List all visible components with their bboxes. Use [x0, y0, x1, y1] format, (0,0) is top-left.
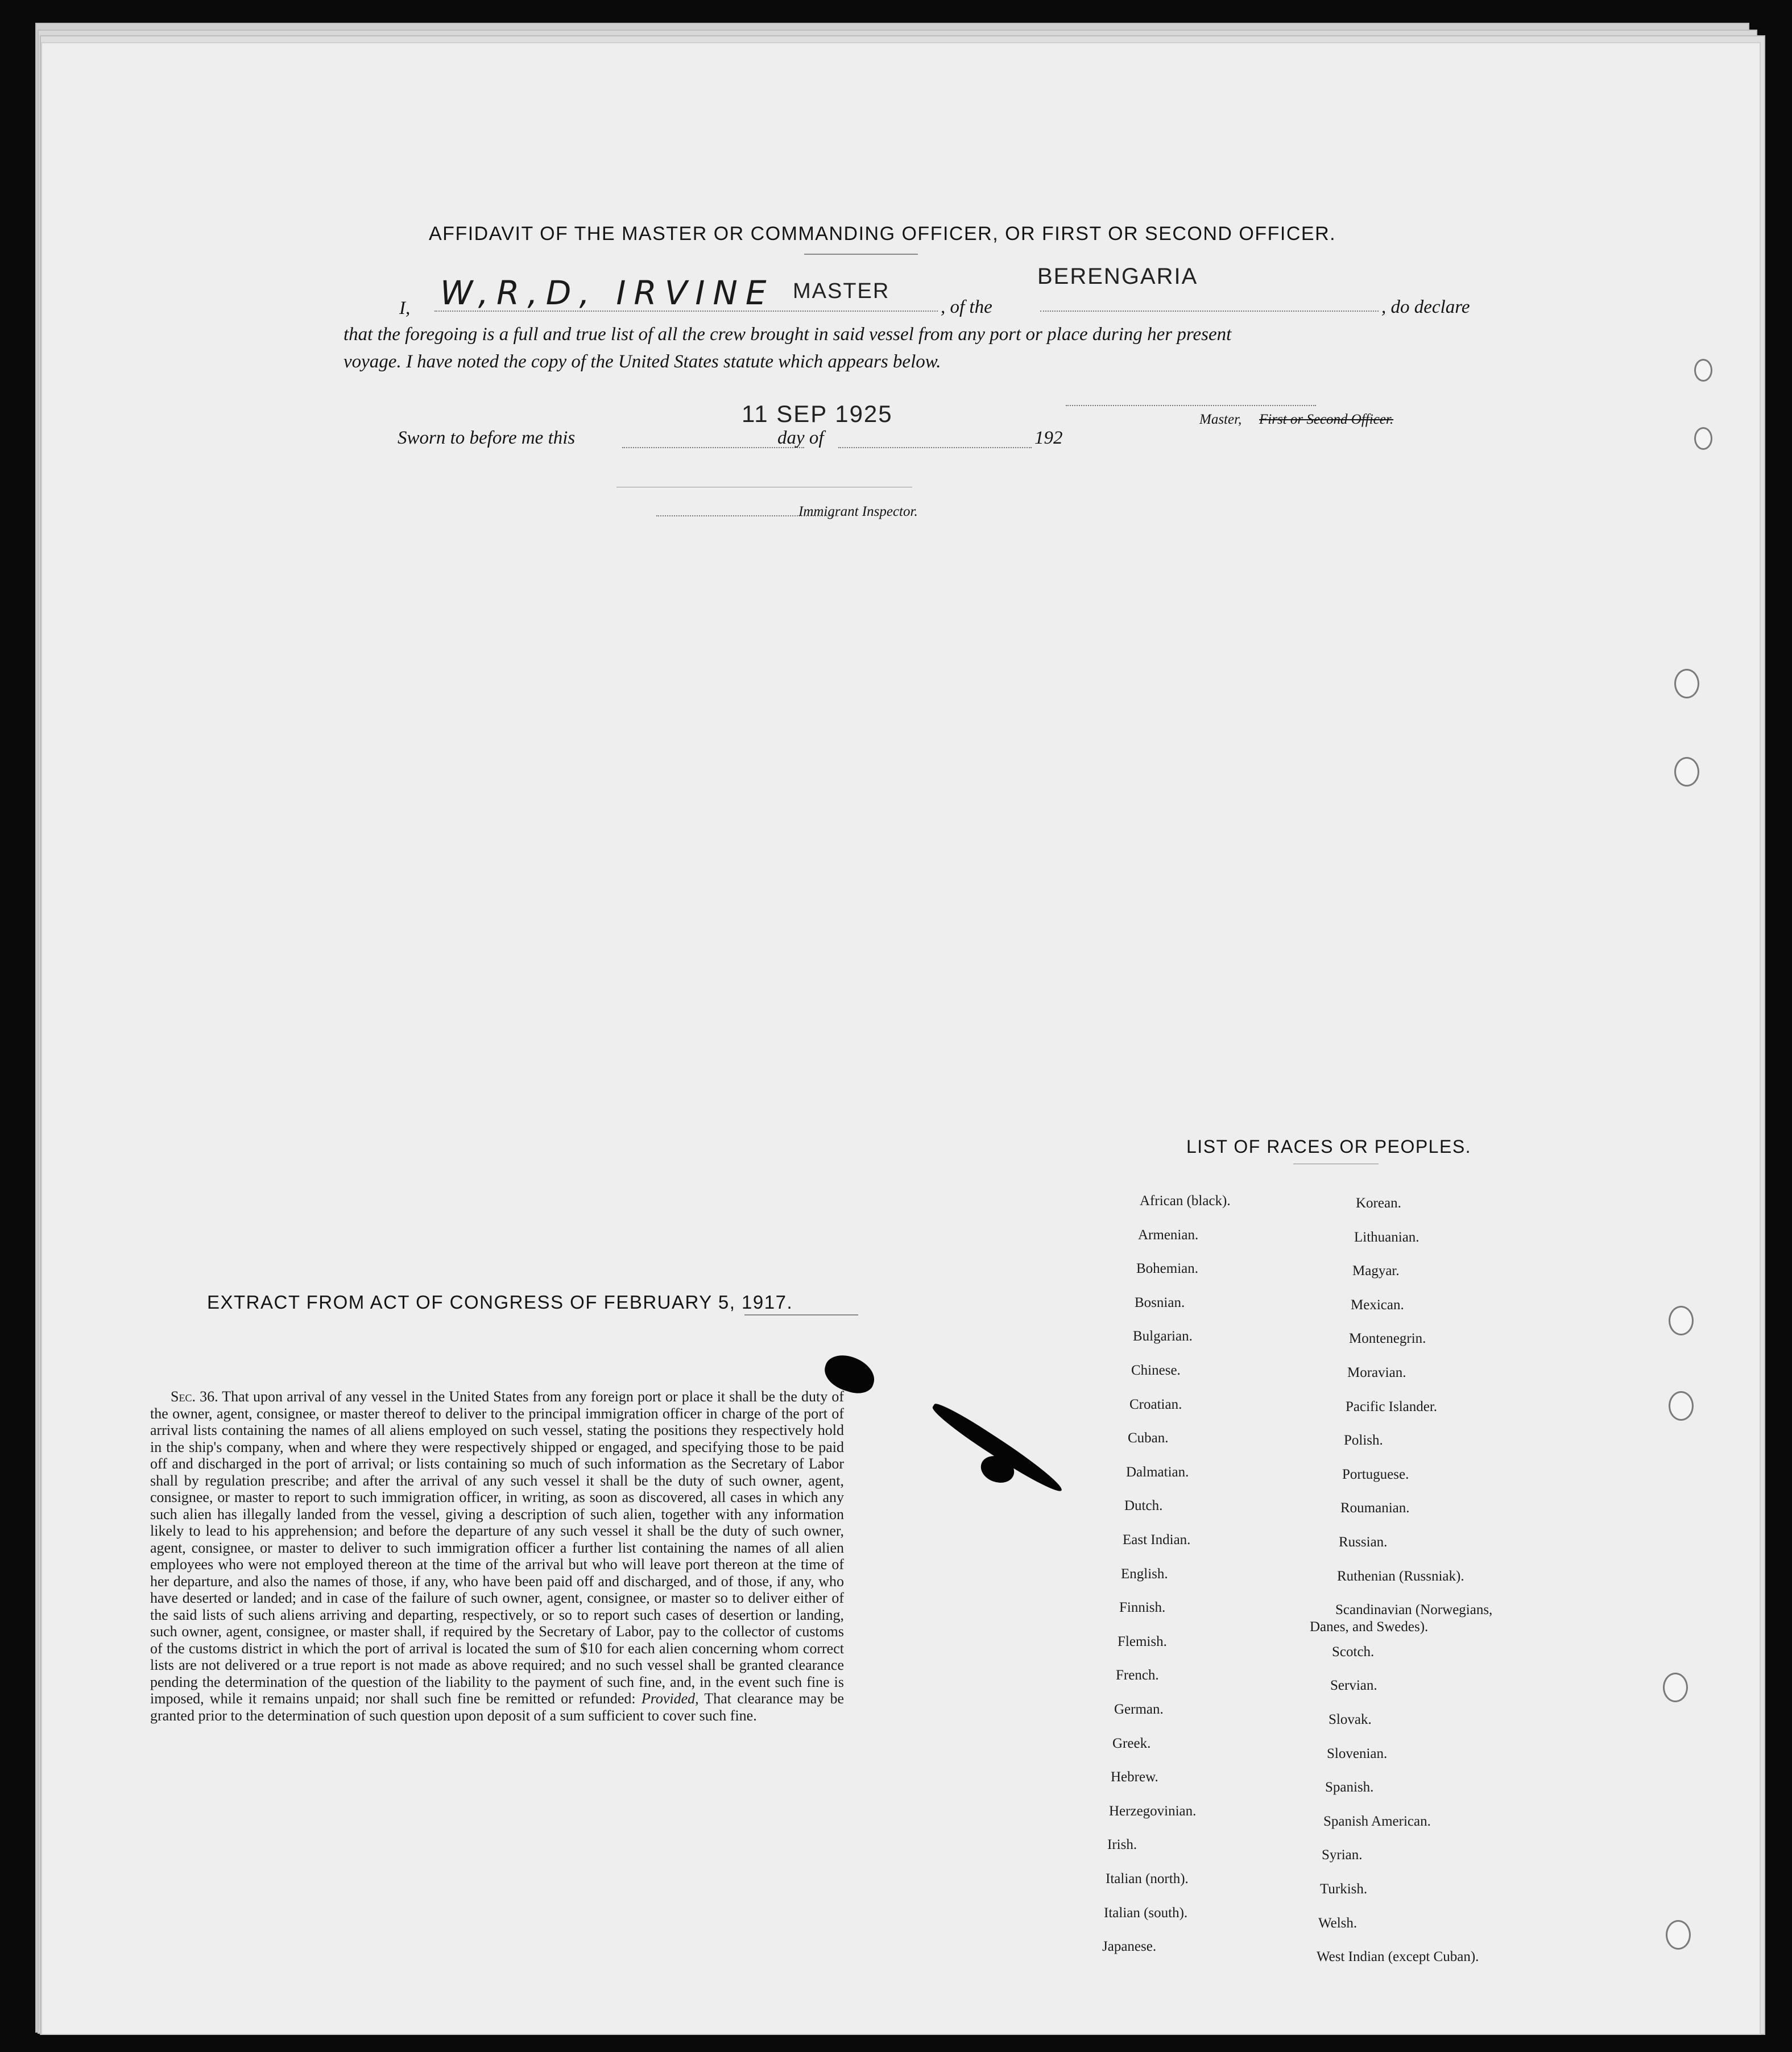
- affidavit-title: AFFIDAVIT OF THE MASTER OR COMMANDING OFFICER, OR FIRST OR SECOND OFFICER.: [429, 223, 1336, 245]
- race-item: Welsh.: [1318, 1915, 1358, 1931]
- race-item: Spanish American.: [1323, 1813, 1431, 1829]
- race-item: Dutch.: [1124, 1498, 1163, 1514]
- race-item: Dalmatian.: [1126, 1464, 1189, 1480]
- race-item: Cuban.: [1128, 1430, 1169, 1446]
- race-item: African (black).: [1140, 1193, 1231, 1209]
- affidavit-prefix: I,: [399, 298, 411, 318]
- year-prefix: 192: [1034, 428, 1063, 448]
- race-item: Japanese.: [1102, 1939, 1157, 1955]
- race-item: Bosnian.: [1135, 1294, 1185, 1310]
- provided-label: Provided,: [641, 1690, 699, 1707]
- race-item: French.: [1116, 1668, 1159, 1683]
- race-item: Spanish.: [1325, 1780, 1374, 1796]
- race-item: Russian.: [1339, 1534, 1388, 1550]
- binder-hole: [1669, 1306, 1694, 1335]
- race-item: Armenian.: [1138, 1227, 1199, 1243]
- affidavit-line-2: that the foregoing is a full and true list of all the crew brought in said vessel from any port or place during her present: [343, 324, 1232, 345]
- rank-stamp: MASTER: [793, 279, 890, 303]
- race-item: Italian (south).: [1104, 1905, 1188, 1921]
- race-item: Servian.: [1330, 1678, 1377, 1694]
- section-number: Sec. 36.: [171, 1388, 218, 1405]
- race-item: Irish.: [1107, 1837, 1137, 1853]
- race-item: Herzegovinian.: [1109, 1803, 1197, 1819]
- race-item: Korean.: [1356, 1195, 1401, 1211]
- signature-dotline: [1066, 405, 1316, 406]
- race-item: Portuguese.: [1342, 1466, 1409, 1482]
- race-item: Roumanian.: [1340, 1500, 1410, 1516]
- race-item: Syrian.: [1322, 1847, 1363, 1863]
- vessel-dotline: [1040, 311, 1379, 312]
- race-item: Bohemian.: [1136, 1261, 1199, 1277]
- struck-officer-label: First or Second Officer.: [1259, 412, 1394, 427]
- race-item: Mexican.: [1351, 1297, 1404, 1313]
- race-item: Bulgarian.: [1133, 1329, 1193, 1344]
- document-page: [41, 42, 1761, 2035]
- extract-title-underline: [744, 1314, 858, 1315]
- name-dotline: [434, 311, 938, 312]
- race-item: Italian (north).: [1106, 1871, 1189, 1886]
- race-item: Danes, and Swedes).: [1310, 1619, 1429, 1635]
- inspector-label: Immigrant Inspector.: [798, 504, 918, 519]
- affidavit-line-3: voyage. I have noted the copy of the United States statute which appears below.: [343, 351, 941, 372]
- extract-body: [150, 1388, 844, 1724]
- race-item: Polish.: [1344, 1433, 1383, 1449]
- master-name-handwritten: W,R,D, IRVINE: [440, 274, 775, 312]
- race-item: Flemish.: [1118, 1633, 1167, 1649]
- race-item: English.: [1121, 1566, 1168, 1582]
- binder-hole: [1674, 669, 1699, 698]
- race-item: German.: [1114, 1702, 1164, 1717]
- race-item: Pacific Islander.: [1346, 1399, 1438, 1414]
- date-stamp: 11 SEP 1925: [742, 400, 893, 427]
- race-item: West Indian (except Cuban).: [1317, 1949, 1479, 1965]
- race-item: Slovak.: [1329, 1712, 1372, 1727]
- day-dotline: [838, 447, 1032, 448]
- vessel-name-stamp: BERENGARIA: [1037, 264, 1198, 289]
- day-of-label: day of: [777, 428, 824, 448]
- race-item: Lithuanian.: [1354, 1229, 1419, 1245]
- race-item: Hebrew.: [1111, 1769, 1158, 1785]
- extract-text-main: That upon arrival of any vessel in the United States from any foreign port or place it shall be the duty of the owner, agent, consignee, or master thereof to deliver to the principal immigration officer in charge of the port of arrival lists containing the names of all aliens employed on such vessel, stating the positions they respectively hold in the ship's company, when and where they were respectively shipped or engaged, and specifying those to be paid off and discharged in the port of arrival; or lists containing so much of such information as the Secretary of Labor shall by regulation prescribe; and after the arrival of any such vessel it shall be the duty of such owner, agent, consignee, or master to report to such immigration officer, in writing, as soon as discovered, all cases in which any such alien has illegally landed from the vessel, giving a description of such alien, together with any information likely to lead to his apprehension; and before the departure of any such vessel it shall be the duty of such owner, agent, consignee, or master to deliver to such immigration officer a further list containing the names of all alien employees who were not employed thereon at the time of the arrival but who will leave port thereon at the time of her departure, and also the names of those, if any, who have been paid off and discharged, and of those, if any, who have deserted or landed; and in case of the failure of such owner, agent, consignee, or master so to deliver either of the said lists of such aliens arriving and departing, respectively, or so to report such cases of desertion or landing, such owner, agent, consignee, or master shall, if required by the Secretary of Labor, pay to the collector of customs of the customs district in which the port of arrival is located the sum of $10 for each alien concerning whom correct lists are not delivered or a true report is not made as above required; and no such vessel shall be granted clearance pending the determination of the question of the liability to the payment of such fine, and, in the event such fine is imposed, while it remains unpaid; nor shall such fine be remitted or refunded:: [150, 1388, 844, 1707]
- binder-hole: [1666, 1920, 1691, 1950]
- binder-hole: [1694, 359, 1712, 382]
- binder-hole: [1663, 1673, 1688, 1702]
- extract-title: EXTRACT FROM ACT OF CONGRESS OF FEBRUARY 5, 1917.: [207, 1292, 793, 1313]
- race-item: Ruthenian (Russniak).: [1337, 1568, 1464, 1584]
- race-item: Turkish.: [1320, 1881, 1368, 1897]
- race-item: Montenegrin.: [1349, 1331, 1426, 1347]
- binder-hole: [1694, 427, 1712, 450]
- race-item: Magyar.: [1352, 1263, 1400, 1279]
- race-item: East Indian.: [1123, 1532, 1191, 1548]
- race-item: Slovenian.: [1327, 1745, 1388, 1761]
- race-item: Greek.: [1112, 1735, 1151, 1751]
- race-item: Chinese.: [1131, 1363, 1181, 1378]
- race-item: Finnish.: [1119, 1600, 1166, 1616]
- do-declare-label: , do declare: [1381, 297, 1470, 317]
- race-item: Croatian.: [1129, 1396, 1182, 1412]
- sworn-label: Sworn to before me this: [398, 428, 576, 448]
- race-item: Scandinavian (Norwegians,: [1335, 1602, 1493, 1618]
- title-divider: [804, 254, 918, 255]
- binder-hole: [1674, 757, 1699, 787]
- sworn-dotline: [622, 447, 804, 448]
- binder-hole: [1669, 1391, 1694, 1421]
- extract-text-end: That clearance may be granted prior to the determination of such question upon deposit of a sum sufficient to cover such fine.: [150, 1690, 845, 1724]
- race-item: Moravian.: [1347, 1365, 1406, 1380]
- of-the-label: , of the: [941, 297, 992, 317]
- race-item: Scotch.: [1332, 1644, 1375, 1660]
- master-label: Master,: [1199, 412, 1242, 427]
- races-title: LIST OF RACES OR PEOPLES.: [1186, 1136, 1472, 1157]
